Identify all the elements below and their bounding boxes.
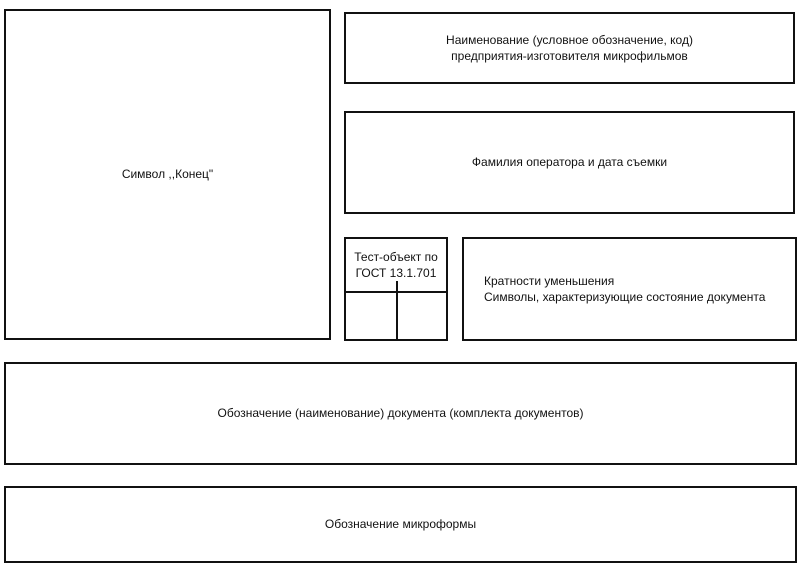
manufacturer-label-line1: Наименование (условное обозначение, код) [446, 32, 693, 47]
operator-date-label: Фамилия оператора и дата съемки [471, 155, 668, 170]
microform-designation-box [4, 486, 797, 563]
manufacturer-label-line2: предприятия-изготовителя микрофильмов [451, 49, 688, 63]
document-designation-label: Обозначение (наименование) документа (комплекта документов) [217, 406, 584, 421]
end-symbol-label: Символ ,,Конец" [121, 167, 214, 182]
manufacturer-box [344, 12, 795, 84]
test-object-label-line2: ГОСТ 13.1.701 [355, 266, 437, 281]
reduction-ratio-box [462, 237, 797, 341]
operator-date-box [344, 111, 795, 214]
reduction-ratio-label-line1: Кратности уменьшения [484, 273, 615, 288]
test-object-label [346, 249, 446, 281]
end-symbol-box [4, 9, 331, 340]
test-object-crosshair-vertical [396, 281, 398, 339]
document-state-symbols-label: Символы, характеризующие состояние документа [484, 290, 766, 304]
document-designation-box [4, 362, 797, 465]
manufacturer-label [446, 32, 693, 64]
reduction-ratio-label [484, 273, 765, 305]
test-object-label-line1: Тест-объект по [354, 250, 438, 264]
test-object-box [344, 237, 448, 341]
microform-designation-label: Обозначение микроформы [324, 517, 477, 532]
